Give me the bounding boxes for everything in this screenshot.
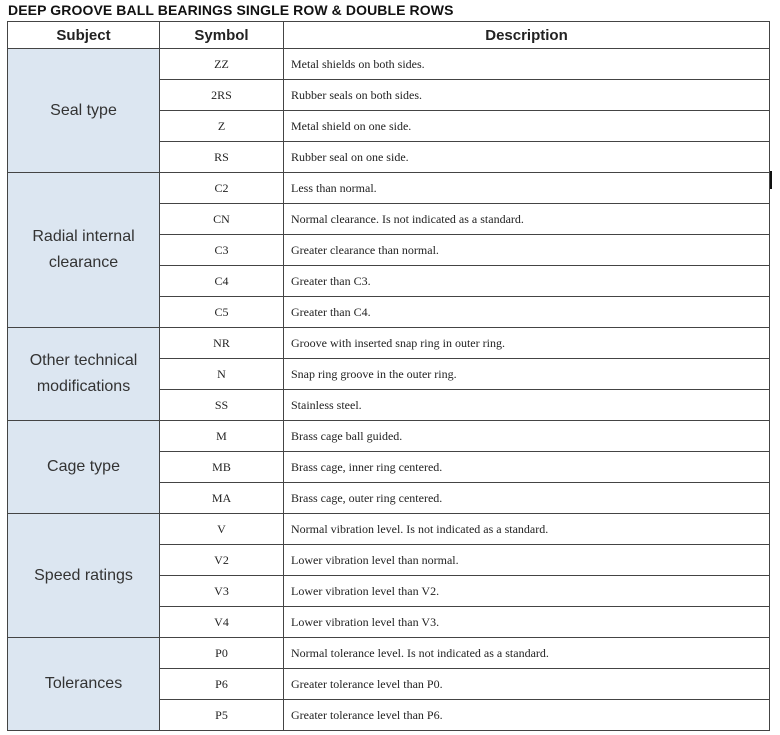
bearing-suffix-table — [7, 21, 770, 731]
description-cell: Metal shield on one side. — [284, 111, 770, 142]
symbol-cell: V2 — [160, 545, 284, 576]
description-cell: Greater than C4. — [284, 297, 770, 328]
table-row — [8, 173, 770, 204]
table-title: DEEP GROOVE BALL BEARINGS SINGLE ROW & DOUBLE ROWS — [8, 2, 454, 18]
symbol-cell: V3 — [160, 576, 284, 607]
symbol-cell: C3 — [160, 235, 284, 266]
description-cell: Lower vibration level than V3. — [284, 607, 770, 638]
description-cell: Metal shields on both sides. — [284, 49, 770, 80]
description-cell: Greater tolerance level than P6. — [284, 700, 770, 731]
symbol-cell: NR — [160, 328, 284, 359]
symbol-cell: V — [160, 514, 284, 545]
description-cell: Normal clearance. Is not indicated as a standard. — [284, 204, 770, 235]
subject-cell: Other technical modifications — [8, 328, 160, 421]
description-cell: Greater clearance than normal. — [284, 235, 770, 266]
table-row — [8, 638, 770, 669]
subject-cell: Radial internal clearance — [8, 173, 160, 328]
description-cell: Greater tolerance level than P0. — [284, 669, 770, 700]
symbol-cell: RS — [160, 142, 284, 173]
description-cell: Normal vibration level. Is not indicated as a standard. — [284, 514, 770, 545]
table-row — [8, 421, 770, 452]
symbol-cell: MB — [160, 452, 284, 483]
text-cursor — [770, 171, 772, 189]
symbol-cell: M — [160, 421, 284, 452]
description-cell: Brass cage ball guided. — [284, 421, 770, 452]
symbol-cell: Z — [160, 111, 284, 142]
table-row — [8, 328, 770, 359]
symbol-cell: 2RS — [160, 80, 284, 111]
subject-cell: Speed ratings — [8, 514, 160, 638]
symbol-cell: C5 — [160, 297, 284, 328]
description-cell: Lower vibration level than V2. — [284, 576, 770, 607]
symbol-cell: ZZ — [160, 49, 284, 80]
subject-cell: Cage type — [8, 421, 160, 514]
symbol-cell: P5 — [160, 700, 284, 731]
symbol-cell: C2 — [160, 173, 284, 204]
header-description: Description — [284, 22, 770, 49]
table-body — [8, 49, 770, 731]
symbol-cell: P6 — [160, 669, 284, 700]
description-cell: Greater than C3. — [284, 266, 770, 297]
description-cell: Less than normal. — [284, 173, 770, 204]
subject-cell: Tolerances — [8, 638, 160, 731]
description-cell: Groove with inserted snap ring in outer ring. — [284, 328, 770, 359]
description-cell: Lower vibration level than normal. — [284, 545, 770, 576]
table-row — [8, 514, 770, 545]
symbol-cell: V4 — [160, 607, 284, 638]
description-cell: Snap ring groove in the outer ring. — [284, 359, 770, 390]
header-symbol: Symbol — [160, 22, 284, 49]
symbol-cell: C4 — [160, 266, 284, 297]
symbol-cell: CN — [160, 204, 284, 235]
subject-cell: Seal type — [8, 49, 160, 173]
description-cell: Rubber seal on one side. — [284, 142, 770, 173]
header-row — [8, 22, 770, 49]
symbol-cell: N — [160, 359, 284, 390]
symbol-cell: SS — [160, 390, 284, 421]
description-cell: Brass cage, inner ring centered. — [284, 452, 770, 483]
table-row — [8, 49, 770, 80]
description-cell: Rubber seals on both sides. — [284, 80, 770, 111]
description-cell: Brass cage, outer ring centered. — [284, 483, 770, 514]
description-cell: Stainless steel. — [284, 390, 770, 421]
header-subject: Subject — [8, 22, 160, 49]
description-cell: Normal tolerance level. Is not indicated as a standard. — [284, 638, 770, 669]
symbol-cell: P0 — [160, 638, 284, 669]
symbol-cell: MA — [160, 483, 284, 514]
